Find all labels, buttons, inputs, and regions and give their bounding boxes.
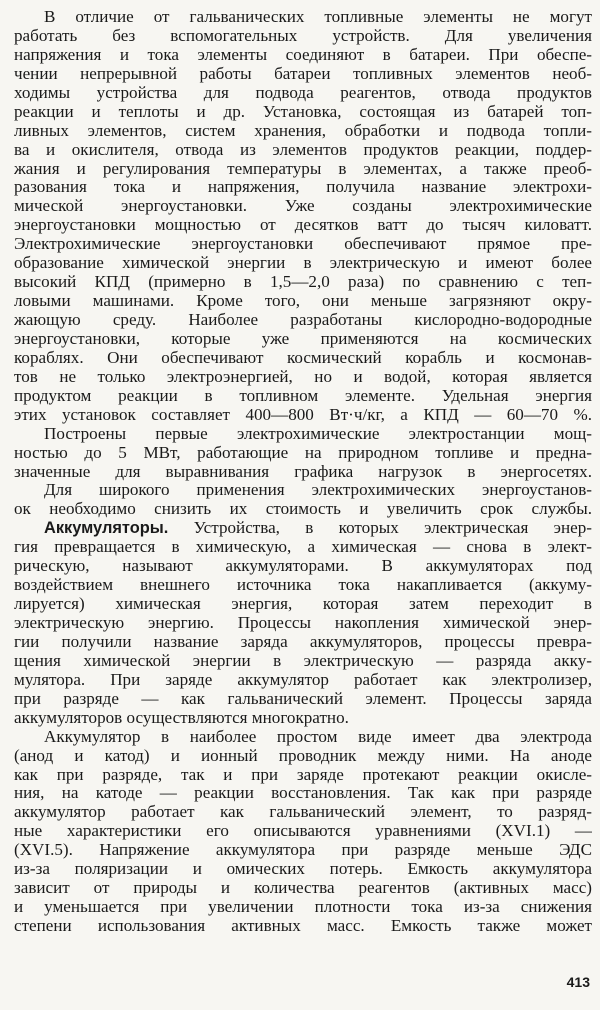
text-line: Построены первые электрохимические электростанции мощ- xyxy=(44,424,592,443)
text-line: как при разряде, так и при заряде протекают реакции окисле- xyxy=(14,765,592,784)
text-line: лируется) химическая энергия, которая затем переходит в xyxy=(14,595,592,614)
text-line: Аккумулятор в наиболее простом виде имеет два электрода xyxy=(44,727,592,746)
text-line: ходимы устройства для подвода реагентов, отвода продуктов xyxy=(14,83,592,102)
text-line: ливных элементов, систем хранения, обработки и подвода топли- xyxy=(14,121,592,140)
text-line: при разряде — как гальванический элемент. Процессы заряда xyxy=(14,689,592,708)
text-line: и уменьшается при увеличении плотности тока из-за снижения xyxy=(14,898,592,917)
text-line: аккумуляторов осуществляются многократно. xyxy=(14,708,349,727)
text-line: рическую, называют аккумуляторами. В аккумуляторах под xyxy=(14,557,592,576)
text-line: этих установок составляет 400—800 Вт·ч/кг, а КПД — 60—70 %. xyxy=(14,405,592,424)
text-line: энергоустановки мощностью от десятков ватт до тысяч киловатт. xyxy=(14,216,592,235)
text-line: ные характеристики его описываются уравнениями (XVI.1) — xyxy=(14,822,592,841)
page-body xyxy=(14,8,592,936)
page-number: 413 xyxy=(566,974,590,990)
text-line: мулятора. При заряде аккумулятор работает как электролизер, xyxy=(14,670,592,689)
text-line: гии получили название заряда аккумуляторов, процессы превра- xyxy=(14,632,592,651)
text-line: (XVI.5). Напряжение аккумулятора при разряде меньше ЭДС xyxy=(14,841,592,860)
text-line: мической энергоустановки. Уже созданы электрохимические xyxy=(14,197,592,216)
paragraph-power-stations xyxy=(14,425,592,482)
text-line: напряжения и тока элементы соединяют в батареи. При обеспе- xyxy=(14,45,592,64)
text-line: аккумулятор работает как гальванический элемент, то разряд- xyxy=(14,803,592,822)
text-line: зависит от природы и количества реагентов (активных масс) xyxy=(14,879,592,898)
text-line: жающую среду. Наиболее разработаны кислородно-водородные xyxy=(14,311,592,329)
text-line: продуктом реакции в топливном элементе. Удельная энергия xyxy=(14,386,592,405)
text-line: Электрохимические энергоустановки обеспечивают прямое пре- xyxy=(14,235,592,254)
section-run-in-heading: Аккумуляторы. xyxy=(44,519,169,538)
text-line: В отличие от гальванических топливные элементы не могут xyxy=(44,8,592,26)
paragraph-wide-application xyxy=(14,481,592,519)
text-line: значенные для выравнивания графика нагрузок в энергосетях. xyxy=(14,462,592,481)
text-line: электрическую энергию. Процессы накопления химической энер- xyxy=(14,614,592,632)
text-line: жания и регулирования температуры в элементах, а также преоб- xyxy=(14,159,592,178)
text-line: щения химической энергии в электрическую — разряда акку- xyxy=(14,651,592,670)
text-line: ния, на катоде — реакции восстановления. Так как при разряде xyxy=(14,784,592,803)
text-line: ностью до 5 МВт, работающие на природном топливе и предна- xyxy=(14,443,592,462)
text-line: высокий КПД (примерно в 1,5—2,0 раза) по сравнению с теп- xyxy=(14,273,592,292)
text-line: Для широкого применения электрохимических энергоустанов- xyxy=(44,481,592,500)
text-line: тов не только электроэнергией, но и водой, которая является xyxy=(14,367,592,386)
text-line: воздействием внешнего источника тока накапливается (аккуму- xyxy=(14,576,592,595)
paragraph-fuel-cells xyxy=(14,8,592,425)
text-line: чении непрерывной работы батареи топливных элементов необ- xyxy=(14,64,592,83)
text-line-rest: Устройства, в которых электрическая энер- xyxy=(168,519,592,538)
text-line: из-за поляризации и омических потерь. Емкость аккумулятора xyxy=(14,860,592,879)
paragraph-accumulators xyxy=(14,519,592,727)
text-line: ва и окислителя, отвода из элементов продуктов реакции, поддер- xyxy=(14,140,592,159)
text-line: ловыми машинами. Кроме того, они меньше загрязняют окру- xyxy=(14,292,592,311)
text-line: (анод и катод) и ионный проводник между ними. На аноде xyxy=(14,746,592,765)
text-line: реакции и теплоты и др. Установка, состоящая из батарей топ- xyxy=(14,102,592,121)
text-line: ок необходимо снизить их стоимость и увеличить срок службы. xyxy=(14,500,592,519)
text-line xyxy=(14,519,592,538)
text-line: работать без вспомогательных устройств. Для увеличения xyxy=(14,26,592,45)
paragraph-accumulator-structure xyxy=(14,728,592,936)
text-line: степени использования активных масс. Емкость также может xyxy=(14,917,592,935)
text-line: образование химической энергии в электрическую и имеют более xyxy=(14,254,592,273)
text-line: энергоустановки, которые уже применяются на космических xyxy=(14,329,592,348)
text-line: кораблях. Они обеспечивают космический корабль и космонав- xyxy=(14,348,592,367)
text-line: гия превращается в химическую, а химическая — снова в элект- xyxy=(14,538,592,557)
text-line: разования тока и напряжения, получила название электрохи- xyxy=(14,178,592,197)
